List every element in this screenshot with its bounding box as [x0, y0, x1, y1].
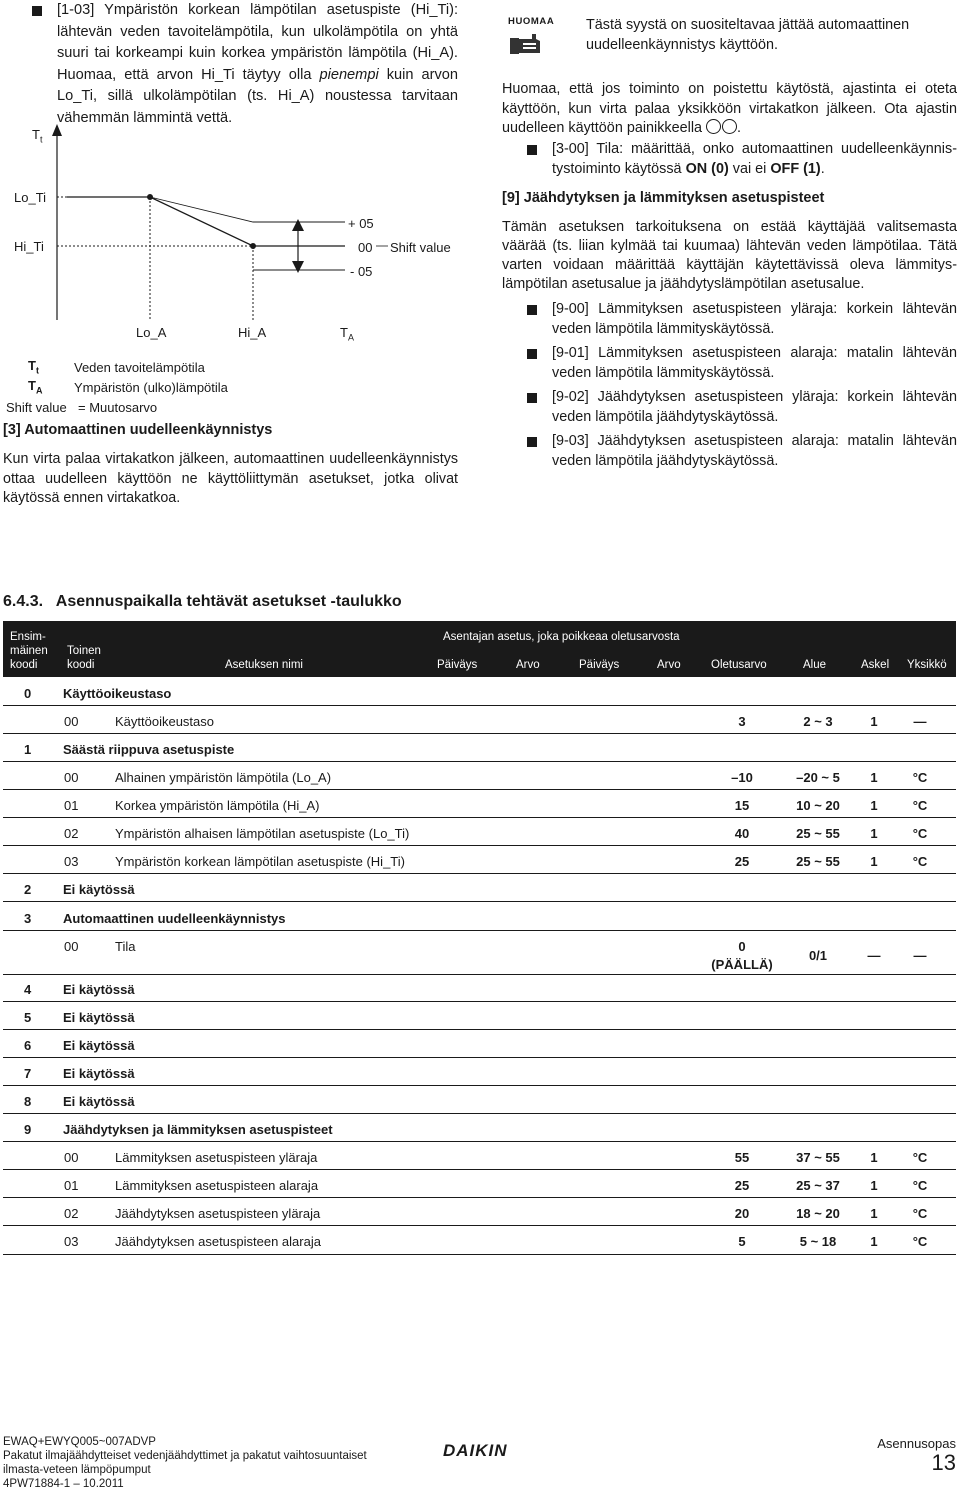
footer-doc-number: 4PW71884-1 – 10.2011: [3, 1478, 124, 1490]
legend-shift-symbol: Shift value: [6, 400, 67, 415]
row-divider: [3, 845, 956, 846]
section-3-text: Kun virta palaa virtakatkon jälkeen, automaattinen uudelleenkäynnistys ottaa uudelleen käyttöön ne käyttöliittymän asetukset, jotka olivat käytössä ennen virtakatkoa.: [3, 451, 458, 506]
header-first-code-1: Ensim-: [10, 631, 46, 643]
right-para-1: Huomaa, että jos toiminto on poistettu käytöstä, ajastinta ei oteta käyttöön, kun virta palaa yksikköön virtakatkon jälkeen. Ota ajastin uudelleen käyttöön painikkeella .: [502, 81, 957, 136]
note-label: HUOMAA: [508, 16, 555, 27]
shift-upper-curve: [150, 197, 345, 222]
legend-shift-desc: = Muutosarvo: [78, 400, 158, 415]
footer-desc-1: Pakatut ilmajäähdytteiset vedenjäähdyttimet ja pakatut vaihtosuuntaiset: [3, 1450, 367, 1462]
row-divider: [3, 789, 956, 790]
row-divider: [3, 974, 956, 975]
footer-left: [3, 1435, 367, 1491]
legend-ta-desc: Ympäristön (ulko)lämpötila: [74, 380, 228, 395]
header-range: Alue: [803, 659, 827, 671]
table-title: 6.4.3. Asennuspaikalla tehtävät asetukset -taulukko: [3, 593, 402, 610]
legend-tt-desc: Veden tavoitelämpötila: [74, 360, 205, 375]
header-date-1: Päiväys: [437, 659, 478, 671]
footer-desc-2: ilmasta-veteen lämpöpumput: [3, 1464, 151, 1476]
shift-tick-minus: - 05: [350, 264, 373, 279]
row-divider: [3, 930, 956, 931]
hi-point: [250, 243, 256, 249]
y-axis-label: $T_t$: [32, 127, 43, 145]
shift-value-label: Shift value: [390, 240, 451, 255]
row-divider: [3, 1057, 956, 1058]
row-divider: [3, 1169, 956, 1170]
hi-a-label: Hi_A: [238, 325, 267, 340]
timer-button-icon: [706, 119, 721, 134]
bullet-square: [527, 145, 537, 155]
row-divider: [3, 1141, 956, 1142]
header-name: Asetuksen nimi: [225, 659, 303, 671]
section-9-title: [9] Jäähdytyksen ja lämmityksen asetuspisteet: [502, 190, 825, 206]
bullet-square: [527, 393, 537, 403]
section-3-title: [3] Automaattinen uudelleenkäynnistys: [3, 422, 273, 438]
row-divider: [3, 1029, 956, 1030]
bullet-square: [527, 349, 537, 359]
bullet-9-01: [9-01] Lämmityksen asetuspisteen alaraja: matalin lähtevän veden lämpötila lämmityskäytössä.: [527, 344, 957, 383]
note-hand-icon: [510, 33, 542, 63]
table-header: [3, 621, 956, 677]
header-group: Asentajan asetus, joka poikkeaa oletusarvosta: [443, 631, 680, 643]
bullet-9-02: [9-02] Jäähdytyksen asetuspisteen yläraja: korkein lähtevän veden lämpötila jäähdytyskäytössä.: [527, 388, 957, 427]
row-divider: [3, 1113, 956, 1114]
legend-tt-symbol: $T_t$: [28, 358, 39, 376]
shift-value-chart: [0, 120, 470, 345]
bullet-9-00: [9-00] Lämmityksen asetuspisteen yläraja: korkein lähtevän veden lämpötila lämmityskäytössä.: [527, 300, 957, 339]
note-text: Tästä syystä on suositeltavaa jättää automaattinen uudelleenkäynnistys käyttöön.: [586, 17, 910, 53]
row-divider: [3, 705, 956, 706]
header-second-code-2: koodi: [67, 659, 95, 671]
bullet-square: [527, 305, 537, 315]
setpoint-curve: [67, 197, 345, 246]
table-bottom-line: [3, 1254, 956, 1255]
x-axis-label: $T_A$: [340, 325, 354, 343]
row-divider: [3, 1085, 956, 1086]
row-divider: [3, 817, 956, 818]
bullet-1-03-emphasis: pienempi: [319, 66, 379, 83]
footer-model: EWAQ+EWYQ005~007ADVP: [3, 1436, 156, 1448]
legend-ta-symbol: $T_A$: [28, 378, 43, 396]
note-box: [502, 8, 957, 68]
bullet-3-00: [3-00] Tila: määrittää, onko automaattinen uudelleenkäynnis-tystoiminto käytössä ON (0) vai ei OFF (1).: [527, 140, 957, 179]
header-step: Askel: [861, 659, 890, 671]
daikin-logo: DAIKIN: [443, 1441, 508, 1460]
hi-ti-label: Hi_Ti: [14, 239, 44, 254]
row-divider: [3, 733, 956, 734]
header-date-2: Päiväys: [579, 659, 620, 671]
bullet-square: [527, 437, 537, 447]
y-axis-arrow: [52, 124, 62, 136]
header-value-1: Arvo: [516, 659, 540, 671]
shift-tick-zero: 00: [358, 240, 373, 255]
row-divider: [3, 1001, 956, 1002]
chart-svg: [0, 120, 470, 345]
bullet-9-03: [9-03] Jäähdytyksen asetuspisteen alaraja: matalin lähtevän veden lämpötila jäähdytyskäytössä.: [527, 432, 957, 471]
bullet-1-03-text: [1-03] Ympäristön korkean lämpötilan asetuspiste (Hi_Ti): lähtevän veden tavoitelämpötila, kun ulkolämpötila on yhtä suuri tai korkeampi kuin korkea ympäristön lämpötila (Hi_A). Huomaa, että arvon Hi_Ti täytyy olla: [57, 2, 458, 83]
bullet-1-03: [32, 0, 458, 129]
row-divider: [3, 761, 956, 762]
lo-a-label: Lo_A: [136, 325, 167, 340]
row-divider: [3, 873, 956, 874]
timer-clock-icon: [722, 119, 737, 134]
footer-guide-title: Asennusopas: [877, 1436, 956, 1451]
bullet-1-03-text-end: kuin arvon Lo_Ti, sillä ulkolämpötilan (ts. Hi_A) noustessa tarvitaan vähemmän lämmintä vettä.: [57, 66, 458, 126]
section-9-text: Tämän asetuksen tarkoituksena on estää käyttäjää valitsemasta väärää (ts. liian kylmää tai kuumaa) lähtevän veden lämpötilaa. Tätä varten voidaan määrittää käyttäjän käytettävissä oleva lämmitys-lämpötilan asetusalue ja jäähdytyslämpötilan asetusalue.: [502, 219, 957, 292]
shift-tick-plus: + 05: [348, 216, 374, 231]
header-default: Oletusarvo: [711, 659, 767, 671]
row-divider: [3, 1225, 956, 1226]
header-first-code-3: koodi: [10, 659, 38, 671]
lo-ti-label: Lo_Ti: [14, 190, 47, 205]
row-divider: [3, 901, 956, 902]
header-second-code-1: Toinen: [67, 645, 101, 657]
header-value-2: Arvo: [657, 659, 681, 671]
row-divider: [3, 1197, 956, 1198]
header-first-code-2: mäinen: [10, 645, 48, 657]
header-unit: Yksikkö: [907, 659, 947, 671]
page-number: 13: [931, 1450, 956, 1475]
bullet-square: [32, 6, 42, 16]
